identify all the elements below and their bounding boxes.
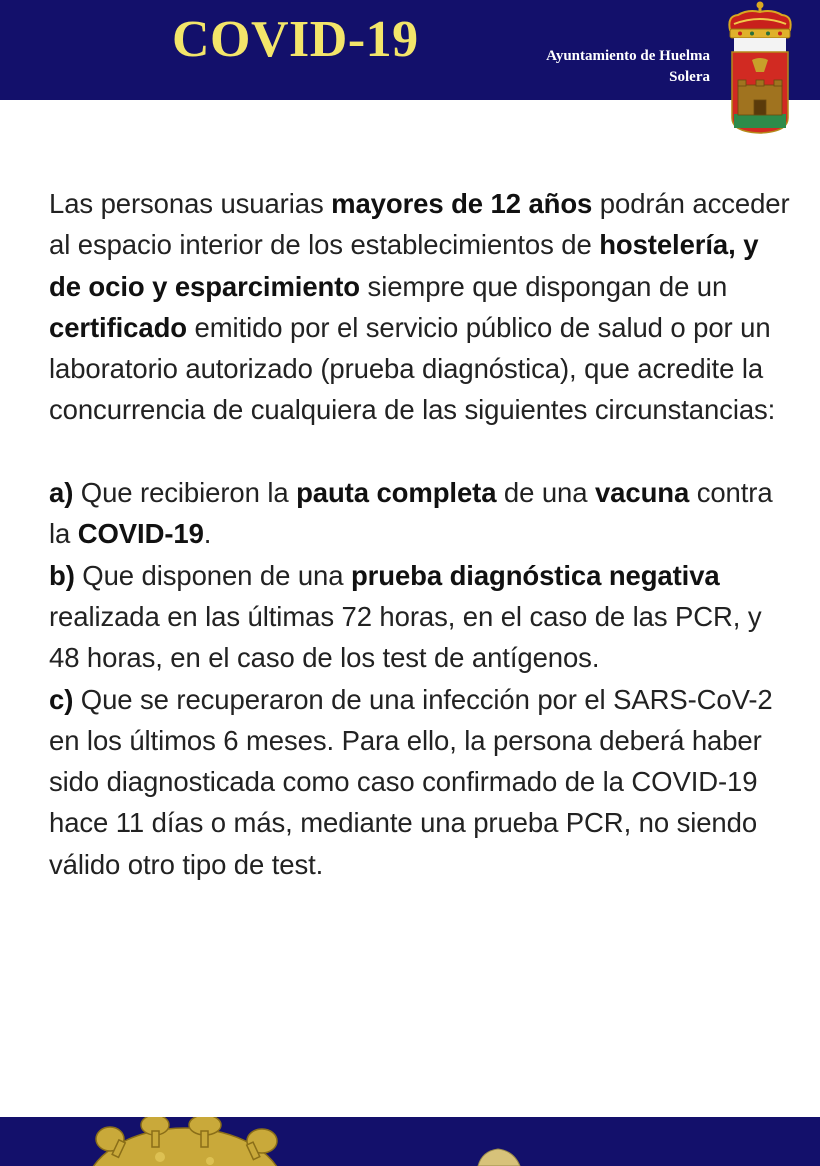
bottom-banner: [0, 1117, 820, 1166]
item-c-text-1: Que se recuperaron de una infección por el SARS-CoV-2 en los últimos 6 meses. Para ello, la persona deberá haber sido diagnosticada como caso confirmado de la COVID-19 hace 11 días o más, mediante una prueba PCR, no siendo válido otro tipo de test.: [49, 683, 773, 880]
item-c-label: c): [49, 683, 74, 715]
intro-bold-2: hostelería, y de ocio y esparcimiento: [49, 229, 759, 302]
item-a-text-4: .: [203, 518, 212, 550]
item-b: [49, 555, 794, 679]
organization-name: [450, 46, 710, 88]
top-banner: [0, 0, 820, 100]
intro-paragraph: [49, 183, 794, 431]
item-a-label: a): [49, 477, 74, 509]
item-a-text-1: Que recibieron la: [73, 477, 297, 509]
crown-icon: [729, 2, 790, 53]
item-a-bold-3: COVID-19: [77, 518, 204, 550]
item-a: [49, 472, 794, 555]
item-a-bold-2: vacuna: [594, 477, 690, 509]
coat-of-arms-icon: [724, 0, 796, 136]
item-a-text-2: de una: [496, 477, 595, 509]
item-b-label: b): [49, 559, 75, 591]
paragraph-gap: [49, 431, 794, 472]
item-b-text-1: Que disponen de una: [74, 559, 351, 591]
shield-icon: [732, 52, 788, 133]
banner-title: COVID-19: [172, 11, 419, 68]
item-a-bold-1: pauta completa: [296, 477, 497, 509]
intro-bold-3: certificado: [49, 311, 187, 343]
notice-body: [49, 183, 794, 885]
intro-text-3: siempre que dispongan de un: [360, 270, 728, 302]
organization-line-1: Ayuntamiento de Huelma: [546, 48, 710, 64]
item-a-text-3: contra la: [49, 477, 773, 550]
item-b-text-2: realizada en las últimas 72 horas, en el caso de las PCR, y 48 horas, en el caso de los test de antígenos.: [49, 600, 762, 674]
organization-line-2: Solera: [669, 69, 710, 85]
intro-text-2: podrán acceder al espacio interior de los establecimientos de: [49, 188, 790, 261]
item-c: [49, 679, 794, 885]
intro-text-1: Las personas usuarias: [49, 188, 332, 219]
intro-text-4: emitido por el servicio público de salud o por un laboratorio autorizado (prueba diagnóstica), que acredite la concurrencia de cualquiera de las siguientes circunstancias:: [49, 311, 776, 426]
coronavirus-icon: [0, 1117, 820, 1166]
intro-bold-1: mayores de 12 años: [331, 188, 593, 219]
item-b-bold-1: prueba diagnóstica negativa: [350, 559, 720, 591]
